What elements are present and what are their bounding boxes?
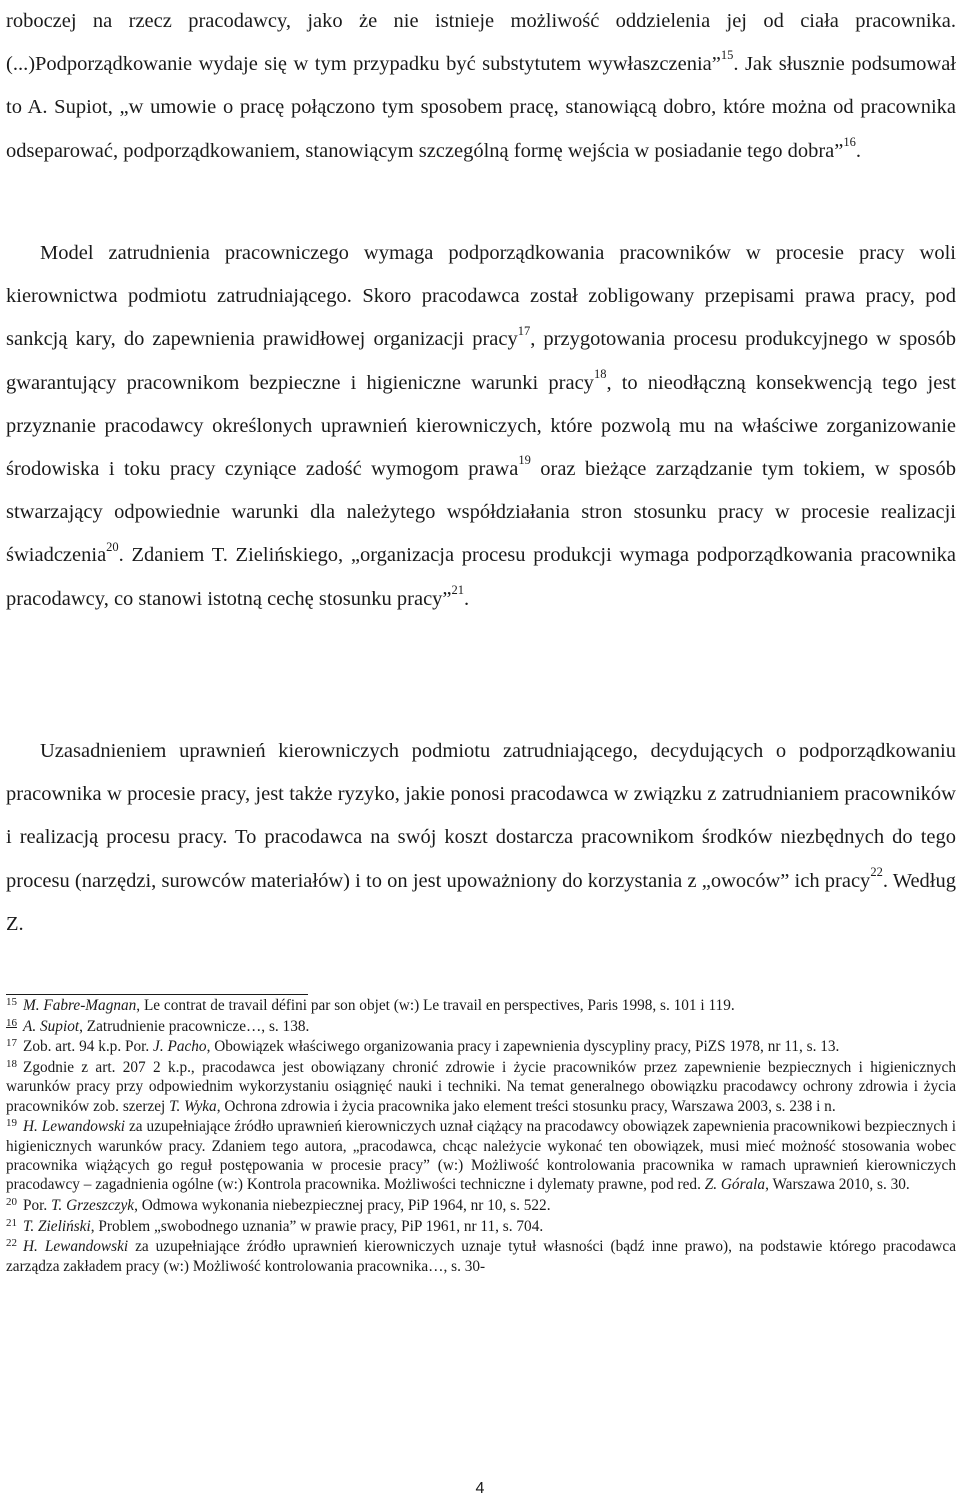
footnote-author: A. Supiot [23, 1017, 80, 1035]
footnote-17 [6, 1037, 956, 1056]
footnotes [6, 996, 956, 1277]
footnote-number: 19 [6, 1117, 17, 1130]
footnote-number: 20 [6, 1195, 17, 1208]
footnote-prefix: Zgodnie z art. 207 2 k.p., pracodawca jest obowiązany chronić zdrowie i życie pracowników przez zapewnienie bezpiecznych i higienicznych warunków pracy przy odpowiednim wykorzystaniu osiągnięć nauki i techniki. Na temat generalnego obowiązku pracodawcy ochrony zdrowia i życia pracowników zob. szerzej [6, 1059, 956, 1115]
footnote-ref-15[interactable]: 15 [720, 48, 734, 63]
paragraph-1 [6, 0, 956, 173]
footnote-ref-22[interactable]: 22 [870, 864, 883, 879]
footnote-ref-17[interactable]: 17 [517, 323, 531, 338]
p1-text-1: roboczej na rzecz pracodawcy, jako że nie istnieje możliwość oddzielenia jej od ciała pracownika. (...)Podporządkowanie wydaje się w tym przypadku być substytutem wywłaszczenia” [6, 10, 956, 76]
footnote-author: T. Grzeszczyk [51, 1196, 135, 1214]
page-number: 4 [475, 1480, 485, 1497]
footnote-ref-16[interactable]: 16 [843, 134, 856, 149]
footnote-text: , Ochrona zdrowia i życia pracownika jako element treści stosunku pracy, Warszawa 2003, s. 238 i n. [216, 1097, 836, 1115]
footnote-19 [6, 1117, 956, 1194]
footnote-text: , Problem „swobodnego uznania” w prawie pracy, PiP 1961, nr 11, s. 704. [90, 1217, 544, 1235]
p1-text-2: . Jak słusznie podsumował to A. Supiot, „w umowie o pracę połączono tym sposobem pracę, stanowiącą dobro, które można od pracownika odseparować, podporządkowaniem, stanowiącym szczególną formę wejścia w posiadanie tego dobra” [6, 53, 956, 162]
footnote-ref-18[interactable]: 18 [593, 366, 607, 381]
footnote-separator [6, 994, 308, 995]
footnote-number: 17 [6, 1037, 17, 1050]
footnote-text: , Odmowa wykonania niebezpiecznej pracy, PiP 1964, nr 10, s. 522. [134, 1196, 551, 1214]
footnote-author: M. Fabre-Magnan [23, 997, 137, 1014]
footnote-text: , Le contrat de travail défini par son objet (w:) Le travail en perspectives, Paris 1998, s. 101 i 119. [136, 997, 735, 1014]
footnote-number: 16 [6, 1016, 17, 1029]
paragraph-2 [6, 232, 956, 621]
footnote-prefix: Por. [23, 1196, 52, 1214]
footnote-prefix: Zob. art. 94 k.p. Por. [23, 1038, 154, 1056]
p2-text-6: . [464, 587, 470, 610]
footnote-ref-19[interactable]: 19 [518, 453, 531, 468]
footnote-number: 22 [6, 1237, 17, 1250]
footnote-ref-20[interactable]: 20 [106, 539, 119, 554]
footnote-author: T. Zieliński [23, 1217, 91, 1235]
p2-text-4: oraz bieżące zarządzanie tym tokiem, w sposób stwarzający odpowiednie warunki dla należytego współdziałania stron stosunku pracy w procesie realizacji świadczenia [6, 458, 956, 567]
footnote-text: za uzupełniające źródło uprawnień kierowniczych uznał ciążący na pracodawcy obowiązek zapewnienia pracownikowi bezpiecznych i higienicznych warunków pracy. Zdaniem tego autora, „pracodawca, chcąc należycie wykonać ten obowiązek, musi mieć możność stosowania wobec pracownika wiążących go reguł postępowania w procesie pracy” (w:) Możliwość kontrolowania pracownika w ramach uprawnień kierowniczych pracodawcy – zagadnienia ogólne (w:) Kontrola pracownika. Możliwości techniczne i dylematy prawne, pod red. [6, 1118, 956, 1194]
footnote-text: , Zatrudnienie pracownicze…, s. 138. [79, 1017, 310, 1035]
footnote-15 [6, 996, 956, 1015]
footnote-author: T. Wyka [169, 1097, 217, 1115]
p2-text-3: , to nieodłączną konsekwencją tego jest przyznanie pracodawcy określonych uprawnień kierowniczych, które pozwolą mu na właściwe zorganizowanie środowiska i toku pracy czyniące zadość wymogom prawa [6, 371, 957, 481]
p3-text-2: . Według Z. [6, 869, 956, 935]
p3-text-1: Uzasadnieniem uprawnień kierowniczych podmiotu zatrudniającego, decydujących o podporządkowaniu pracownika w procesie pracy, jest także ryzyko, jakie ponosi pracodawca w związku z zatrudnianiem pracowników i realizacją procesu pracy. To pracodawca na swój koszt dostarcza pracownikom środków niezbędnych do tego procesu (narzędzi, surowców materiałów) i to on jest upoważniony do korzystania z „owoców” ich pracy [6, 740, 956, 892]
footnote-author: H. Lewandowski [23, 1238, 129, 1256]
p2-text-5: . Zdaniem T. Zielińskiego, „organizacja procesu produkcji wymaga podporządkowania pracownika pracodawcy, co stanowi istotną cechę stosunku pracy” [6, 544, 956, 610]
footnote-text: , Obowiązek właściwego organizowania pracy i zapewnienia dyscypliny pracy, PiZS 1978, nr 11, s. 13. [206, 1038, 840, 1056]
footnote-21 [6, 1217, 956, 1236]
paragraph-3 [6, 730, 956, 946]
p2-text-1: Model zatrudnienia pracowniczego wymaga podporządkowania pracowników w procesie pracy woli kierownictwa podmiotu zatrudniającego. Skoro pracodawca został zobligowany przepisami prawa pracy, pod sankcją kary, do zapewnienia prawidłowej organizacji pracy [6, 242, 956, 351]
footnote-author: J. Pacho [153, 1038, 207, 1056]
p1-text-3: . [855, 139, 861, 162]
p2-text-2: , przygotowania procesu produkcyjnego w sposób gwarantujący pracownikom bezpieczne i higieniczne warunki pracy [6, 328, 957, 394]
footnote-text: za uzupełniające źródło uprawnień kierowniczych uznaje tytuł własności (bądź inne prawo), na podstawie którego pracodawca zarządza zakładem pracy (w:) Możliwość kontrolowania pracownika…, s. 30- [6, 1238, 957, 1275]
footnote-ref-21[interactable]: 21 [451, 582, 465, 597]
footnote-16 [6, 1017, 956, 1036]
footnote-number: 15 [6, 996, 17, 1008]
footnote-20 [6, 1196, 956, 1215]
footnote-author-2: Z. Górala [704, 1176, 766, 1194]
footnote-18 [6, 1058, 956, 1116]
footnote-22 [6, 1237, 956, 1276]
footnote-number: 21 [6, 1216, 17, 1229]
footnote-number: 18 [6, 1058, 17, 1071]
footnote-text-2: , Warszawa 2010, s. 30. [765, 1176, 910, 1194]
footnote-author: H. Lewandowski [23, 1118, 126, 1136]
